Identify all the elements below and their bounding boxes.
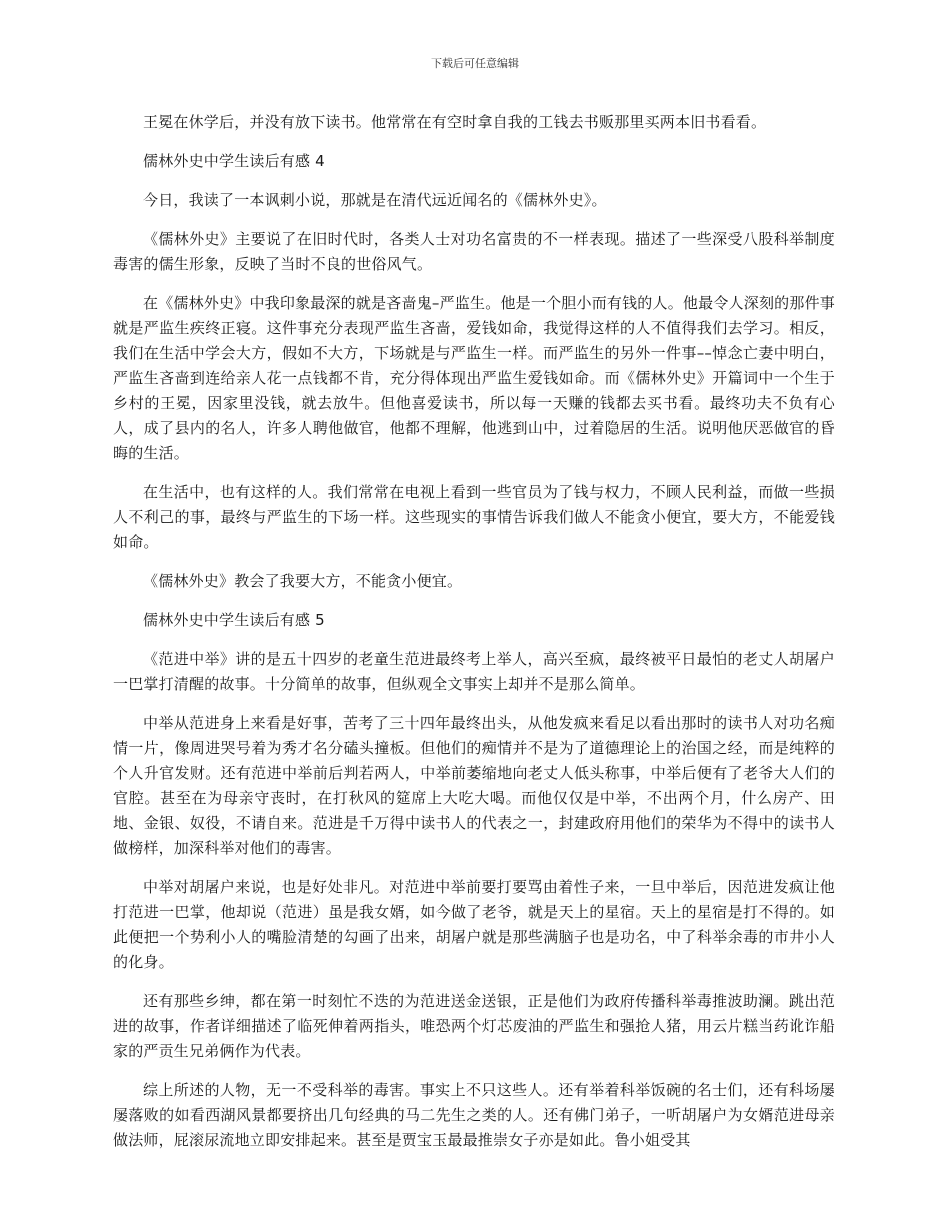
paragraph: 《范进中举》讲的是五十四岁的老童生范进最终考上举人，高兴至疯，最终被平日最怕的老丈人胡屠户一巴掌打清醒的故事。十分简单的故事，但纵观全文事实上却并不是那么简单。 [113,650,835,693]
paragraph: 中举对胡屠户来说，也是好处非凡。对范进中举前要打要骂由着性子来，一旦中举后，因范进发疯让他打范进一巴掌，他却说（范进）虽是我女婿，如今做了老爷，就是天上的星宿。天上的星宿是打不得的。如此便把一个势利小人的嘴脸清楚的勾画了出来，胡屠户就是那些满脑子也是功名，中了科举余毒的市井小人的化身。 [113,878,835,971]
paragraph: 还有那些乡绅，都在第一时刻忙不迭的为范进送金送银，正是他们为政府传播科举毒推波助澜。跳出范进的故事，作者详细描述了临死伸着两指头，唯恐两个灯芯废油的严监生和强抢人猪，用云片糕当药讹诈船家的严贡生兄弟俩作为代表。 [113,992,835,1060]
paragraph: 《儒林外史》教会了我要大方，不能贪小便宜。 [143,572,463,590]
document-body [113,110,835,1167]
paragraph: 王冕在休学后，并没有放下读书。他常常在有空时拿自我的工钱去书贩那里买两本旧书看看。 [143,113,767,131]
paragraph: 在生活中，也有这样的人。我们常常在电视上看到一些官员为了钱与权力，不顾人民利益，而做一些损人不利己的事，最终与严监生的下场一样。这些现实的事情告诉我们做人不能贪小便宜，要大方，不能爱钱如命。 [113,483,835,551]
paragraph: 在《儒林外史》中我印象最深的就是吝啬鬼–严监生。他是一个胆小而有钱的人。他最令人深刻的那件事就是严监生疾终正寝。这件事充分表现严监生吝啬，爱钱如命，我觉得这样的人不值得我们去学习。相反，我们在生活中学会大方，假如不大方，下场就是与严监生一样。而严监生的另外一件事––悼念亡妻中明白，严监生吝啬到连给亲人花一点钱都不肯，充分得体现出严监生爱钱如命。而《儒林外史》开篇词中一个生于乡村的王冕，因家里没钱，就去放牛。但他喜爱读书，所以每一天赚的钱都去买书看。最终功夫不负有心人，成了县内的名人，许多人聘他做官，他都不理解，他逃到山中，过着隐居的生活。说明他厌恶做官的昏晦的生活。 [113,294,835,462]
paragraph: 综上所述的人物，无一不受科举的毒害。事实上不只这些人。还有举着科举饭碗的名士们，还有科场屡屡落败的如看西湖风景都要挤出几句经典的马二先生之类的人。还有佛门弟子，一听胡屠户为女婿范进母亲做法师，屁滚尿流地立即安排起来。甚至是贾宝玉最最推崇女子亦是如此。鲁小姐受其 [113,1081,835,1149]
paragraph: 中举从范进身上来看是好事，苦考了三十四年最终出头，从他发疯来看足以看出那时的读书人对功名痴情一片，像周进哭号着为秀才名分磕头撞板。但他们的痴情并不是为了道德理论上的治国之经，而是纯粹的个人升官发财。还有范进中举前后判若两人，中举前萎缩地向老丈人低头称事，中举后便有了老爷大人们的官腔。甚至在为母亲守丧时，在打秋风的筵席上大吃大喝。而他仅仅是中举，不出两个月，什么房产、田地、金银、奴役，不请自来。范进是千万得中读书人的代表之一，封建政府用他们的荣华为不得中的读书人做榜样，加深科举对他们的毒害。 [113,714,835,857]
page-header: 下载后可任意编辑 [431,57,519,70]
paragraph: 今日，我读了一本讽刺小说，那就是在清代远近闻名的《儒林外史》。 [143,191,607,209]
section-heading: 儒林外史中学生读后有感 5 [143,611,325,629]
section-heading: 儒林外史中学生读后有感 4 [143,152,325,170]
paragraph: 《儒林外史》主要说了在旧时代时，各类人士对功名富贵的不一样表现。描述了一些深受八股科举制度毒害的儒生形象，反映了当时不良的世俗风气。 [113,230,835,273]
